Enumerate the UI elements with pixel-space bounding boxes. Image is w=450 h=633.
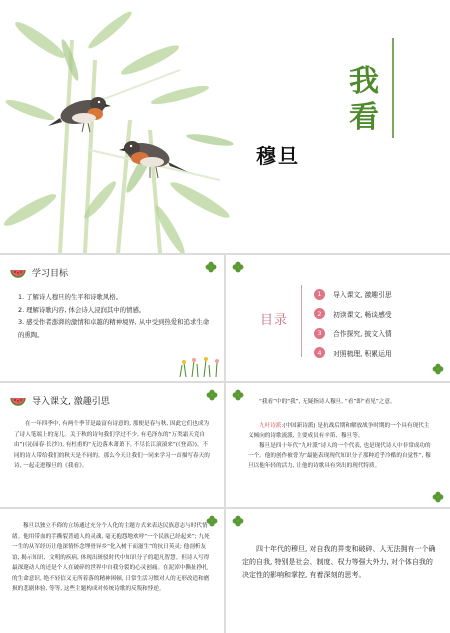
clover-icon: [432, 363, 444, 375]
title-divider: [392, 38, 394, 138]
themes-paragraph: 穆旦以独立不倚的立场通过充分个人化的主题方式来表达民族意志与时代情绪。他用带血的手撕裂普通人的灵魂, 毫无抱怨地欢呼“一个民族已经起来”; 九死一生的从军经历让他深情怀念埋骨异乡“化入树干而滋生”的抗日英灵; 他剖析友谊, 揭示知识、文明的疾病, 体现出斑驳时代中知识分子的超凡智慧。但诗人写得最深邃动人的还是个人在破碎的世界中自我分裂的心灵创痛。在泥淖中撕扯挣扎的生命意识, 绝不轻信又无所着落的精神困顿, 日常生活习惯对人的无形改造和磨损的悲剧体验, 等等, 这些主题构成对传统诗歌的反叛和悖逆。: [12, 523, 210, 592]
slide-poet-themes[interactable]: [0, 509, 224, 633]
section-heading: [10, 394, 110, 407]
contents-label: 目录: [260, 313, 289, 328]
slide-author: 穆旦: [256, 144, 300, 168]
slide-forties-reflection[interactable]: [226, 509, 450, 633]
intro-paragraph: 在一年四季中, 有两个季节是最富有诗意的, 那便是春与秋, 因此它们也成为了诗人笔端上的宠儿。关于秋的诗句我们学过不少, 有毛泽东的“万类霜天竞自由”(《沁园春·长沙》), 有杜甫的“无边落木萧萧下, 不尽长江滚滚来”(《登高》)。不同的诗人带给我们的秋天是不同的。那么今天让我们一同来学习一首描写春天的诗, 一起走进穆旦的《我看》。: [14, 421, 210, 469]
clover-icon: [232, 515, 244, 527]
menu-item-label: 对照梳理, 积累运用: [333, 349, 392, 358]
title-meaning-paragraph: “我看”中的“我”, 无疑指诗人穆旦, “看”即“看见”之意。: [259, 399, 396, 405]
objective-item: 2. 理解诗歌内容, 体会诗人浸润其中的情感。: [18, 305, 146, 314]
slide-poet-background[interactable]: [226, 383, 450, 507]
clover-icon: [206, 389, 218, 401]
section-heading: [10, 266, 68, 279]
menu-number-badge: 1: [314, 289, 325, 300]
menu-item[interactable]: [314, 324, 392, 342]
menu-item-label: 初读课文, 畅谈感受: [333, 310, 392, 319]
slide-title[interactable]: [0, 0, 450, 253]
menu-number-badge: 2: [314, 308, 325, 319]
poet-representative-paragraph: 穆旦是四十年代“九叶派”诗人的一个代表, 也是现代诗人中非常成功的一个。他的创作被誉为“最能表现现代知识分子那种近乎冷酷的自觉性”, 穆旦以他年轻的活力, 让他的诗歌具有突出的现代特质。: [248, 443, 431, 469]
watermelon-icon: [10, 396, 26, 406]
watermelon-icon: [10, 268, 26, 278]
clover-icon: [232, 389, 244, 401]
objectives-list: [18, 291, 214, 341]
slide-introduction[interactable]: [0, 383, 224, 507]
clover-icon: [205, 261, 217, 273]
grass-flowers-decoration: [176, 351, 220, 377]
nine-leaves-paragraph: [248, 421, 434, 471]
clover-icon: [206, 515, 218, 527]
slide-contents[interactable]: [226, 255, 450, 381]
slide-main-title: 我 看: [349, 64, 379, 135]
objective-item: 1. 了解诗人穆旦的生平和诗歌风格。: [18, 293, 122, 301]
section-heading-text: 学习目标: [32, 269, 69, 279]
clover-icon: [232, 261, 244, 273]
slide-objectives[interactable]: [0, 255, 224, 381]
nine-leaves-description: (中国新诗派) 是抗战后期和解放战争时期的一个具有现代主义倾向的诗歌流派, 主要成员有辛笛、穆旦等。: [248, 423, 430, 439]
reflection-paragraph: 四十年代的穆旦, 对自我的畀变和破碎、人无法拥有一个确定的自我, 特别是社会、制度、权力等强大外力, 对个体自我的决定性的影响和掌控, 有着深刻的思考。: [242, 545, 436, 579]
clover-icon: [432, 491, 444, 503]
menu-number-badge: 4: [314, 347, 325, 358]
menu-item[interactable]: [314, 305, 392, 323]
menu-item[interactable]: [314, 285, 392, 303]
objective-item: 3. 感受作者澎湃的激情和卓越的精神境界, 从中受到热爱和追求生命的熏陶。: [18, 318, 210, 339]
bamboo-birds-illustration: [0, 0, 240, 253]
contents-divider: [301, 285, 302, 357]
menu-number-badge: 3: [314, 328, 325, 339]
menu-item-label: 导入课文, 激趣引思: [333, 291, 392, 299]
section-heading-text: 导入课文, 激趣引思: [32, 397, 110, 407]
menu-item[interactable]: [314, 344, 392, 362]
nine-leaves-term: 九叶诗派:: [259, 423, 284, 429]
contents-menu: [314, 285, 392, 363]
menu-item-label: 合作探究, 披文入情: [333, 330, 392, 338]
